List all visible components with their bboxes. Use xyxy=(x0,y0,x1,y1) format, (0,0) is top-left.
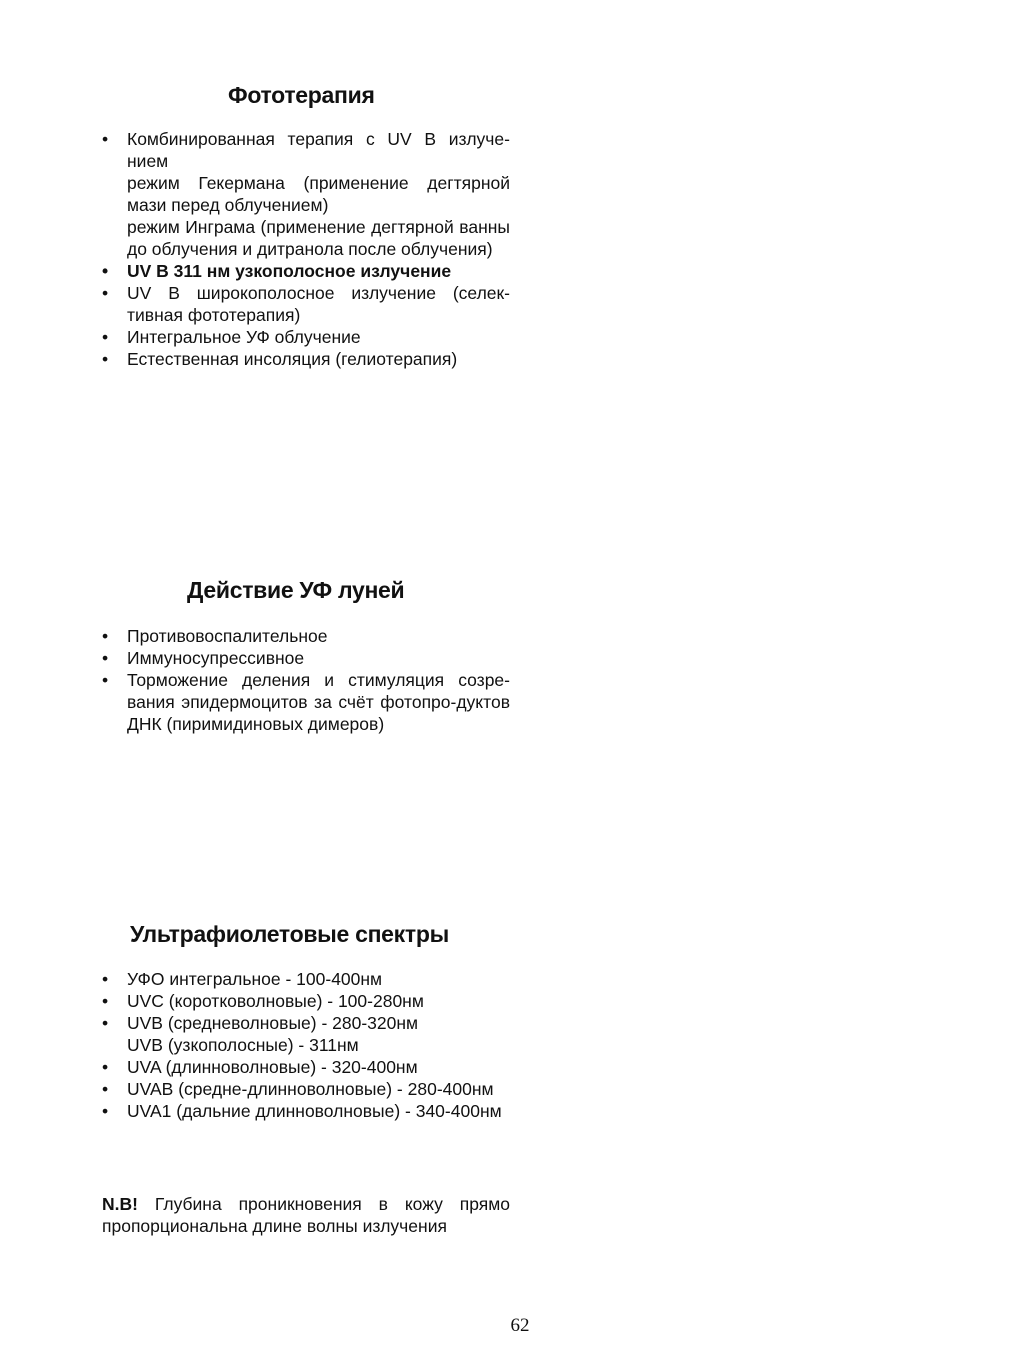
bullet-icon: • xyxy=(102,129,109,149)
list-item xyxy=(102,625,510,647)
list-item-text: Торможение деления и стимуляция созре-вания эпидермоцитов за счёт фотопро-дуктов ДНК (пиримидиновых димеров) xyxy=(127,670,510,734)
nb-text: Глубина проникновения в кожу прямо пропорциональна длине волны излучения xyxy=(102,1194,510,1236)
bullet-icon: • xyxy=(102,283,109,303)
bullet-icon: • xyxy=(102,991,109,1011)
phototherapy-list xyxy=(102,128,510,370)
bullet-icon: • xyxy=(102,261,109,281)
list-item xyxy=(102,128,510,172)
list-item-text: УФО интегральное - 100-400нм xyxy=(127,969,383,989)
bullet-icon: • xyxy=(102,648,109,668)
section-title-phototherapy: Фототерапия xyxy=(228,82,375,108)
list-item xyxy=(102,990,510,1012)
list-item xyxy=(102,172,510,216)
list-item-text: UVB (средневолновые) - 280-320нм xyxy=(127,1013,419,1033)
list-item xyxy=(102,260,510,282)
page-number: 62 xyxy=(510,1315,530,1336)
list-item xyxy=(102,348,510,370)
bullet-icon: • xyxy=(102,327,109,347)
list-item xyxy=(102,968,510,990)
nb-note xyxy=(102,1193,510,1237)
section-title-uv-action: Действие УФ луней xyxy=(187,577,405,603)
list-item-text: UV B широкополосное излучение (селек-тивная фототерапия) xyxy=(127,283,510,325)
section-title-uv-spectra: Ультрафиолетовые спектры xyxy=(130,921,449,947)
uv-spectra-list xyxy=(102,968,510,1122)
list-item-text: Естественная инсоляция (гелиотерапия) xyxy=(127,349,458,369)
list-item xyxy=(102,1034,510,1056)
list-item xyxy=(102,1056,510,1078)
list-item-text: UVA1 (дальние длинноволновые) - 340-400нм xyxy=(127,1101,502,1121)
list-item-text: UVC (коротковолновые) - 100-280нм xyxy=(127,991,424,1011)
list-item xyxy=(102,326,510,348)
list-item-text: Противовоспалительное xyxy=(127,626,328,646)
list-item xyxy=(102,282,510,326)
bullet-icon: • xyxy=(102,969,109,989)
list-item xyxy=(102,1012,510,1034)
list-item xyxy=(102,1078,510,1100)
list-item-text: Интегральное УФ облучение xyxy=(127,327,361,347)
bullet-icon: • xyxy=(102,1057,109,1077)
nb-label: N.B! xyxy=(102,1194,138,1214)
list-item xyxy=(102,647,510,669)
list-item-text: режим Инграма (применение дегтярной ванны до облучения и дитранола после облучения) xyxy=(127,217,510,259)
bullet-icon: • xyxy=(102,349,109,369)
uv-action-list xyxy=(102,625,510,735)
list-item xyxy=(102,216,510,260)
list-item-text: UVAB (средне-длинноволновые) - 280-400нм xyxy=(127,1079,494,1099)
list-item xyxy=(102,669,510,735)
list-item-text: режим Гекермана (применение дегтярной мази перед облучением) xyxy=(127,173,510,215)
bullet-icon: • xyxy=(102,1101,109,1121)
list-item-text: Иммуносупрессивное xyxy=(127,648,305,668)
bullet-icon: • xyxy=(102,1013,109,1033)
bullet-icon: • xyxy=(102,626,109,646)
list-item xyxy=(102,1100,510,1122)
list-item-text: UVB (узкополосные) - 311нм xyxy=(127,1035,359,1055)
list-item-text: Комбинированная терапия с UV B излуче-нием xyxy=(127,129,510,171)
list-item-text: UVA (длинноволновые) - 320-400нм xyxy=(127,1057,418,1077)
bullet-icon: • xyxy=(102,670,109,690)
bullet-icon: • xyxy=(102,1079,109,1099)
list-item-text: UV B 311 нм узкополосное излучение xyxy=(127,261,452,281)
